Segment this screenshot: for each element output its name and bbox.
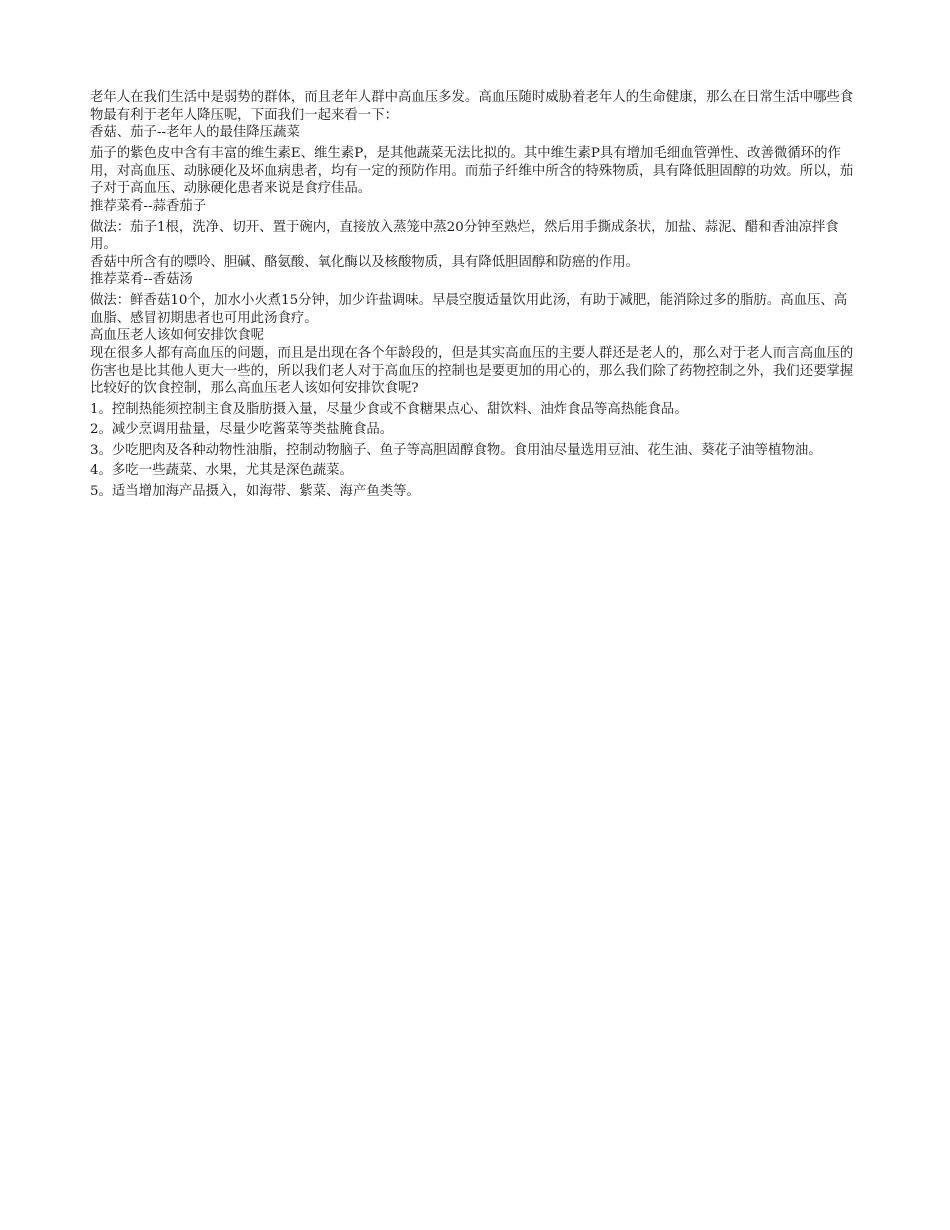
document-page — [90, 89, 860, 500]
recipe-method-garlic-eggplant: 做法：茄子1根，洗净、切开、置于碗内，直接放入蒸笼中蒸20分钟至熟烂，然后用手撕成条状，加盐、蒜泥、醋和香油凉拌食用。 — [90, 219, 839, 252]
section-heading-vegetables: 香菇、茄子--老年人的最佳降压蔬菜 — [90, 125, 300, 140]
diet-paragraph: 现在很多人都有高血压的问题，而且是出现在各个年龄段的，但是其实高血压的主要人群还是老人的，那么对于老人而言高血压的伤害也是比其他人更大一些的，所以我们老人对于高血压的控制也是要更加的用心的，那么我们除了药物控制之外，我们还要掌握比较好的饮食控制，那么高血压老人该如何安排饮食呢? — [90, 346, 854, 396]
eggplant-paragraph: 茄子的紫色皮中含有丰富的维生素E、维生素P，是其他蔬菜无法比拟的。其中维生素P具有增加毛细血管弹性、改善微循环的作用，对高血压、动脉硬化及坏血病患者，均有一定的预防作用。而茄子纤维中所含的特殊物质，具有降低胆固醇的功效。所以，茄子对于高血压、动脉硬化患者来说是食疗佳品。 — [90, 146, 854, 196]
intro-paragraph: 老年人在我们生活中是弱势的群体，而且老年人群中高血压多发。高血压随时威胁着老年人的生命健康，那么在日常生活中哪些食物最有利于老年人降压呢，下面我们一起来看一下： — [90, 90, 854, 123]
recipe-method-mushroom-soup: 做法：鲜香菇10个，加水小火煮15分钟，加少许盐调味。早晨空腹适量饮用此汤，有助于减肥，能消除过多的脂肪。高血压、高血脂、感冒初期患者也可用此汤食疗。 — [90, 293, 848, 326]
diet-tip-4: 4。多吃一些蔬菜、水果，尤其是深色蔬菜。 — [90, 463, 353, 478]
diet-tip-1: 1。控制热能须控制主食及脂肪摄入量，尽量少食或不食糖果点心、甜饮料、油炸食品等高热能食品。 — [90, 401, 688, 417]
diet-tip-5: 5。适当增加海产品摄入，如海带、紫菜、海产鱼类等。 — [90, 483, 420, 499]
diet-tip-2: 2。减少烹调用盐量，尽量少吃酱菜等类盐腌食品。 — [90, 422, 394, 437]
mushroom-paragraph: 香菇中所含有的嘌呤、胆碱、酪氨酸、氧化酶以及核酸物质，具有降低胆固醇和防癌的作用。 — [90, 254, 640, 270]
recipe-title-mushroom-soup: 推荐菜肴--香菇汤 — [90, 272, 193, 287]
diet-tip-3: 3。少吃肥肉及各种动物性油脂，控制动物脑子、鱼子等高胆固醇食物。食用油尽量选用豆油、花生油、葵花子油等植物油。 — [90, 442, 822, 458]
section-heading-diet: 高血压老人该如何安排饮食呢 — [90, 328, 265, 343]
recipe-title-garlic-eggplant: 推荐菜肴--蒜香茄子 — [90, 198, 207, 214]
